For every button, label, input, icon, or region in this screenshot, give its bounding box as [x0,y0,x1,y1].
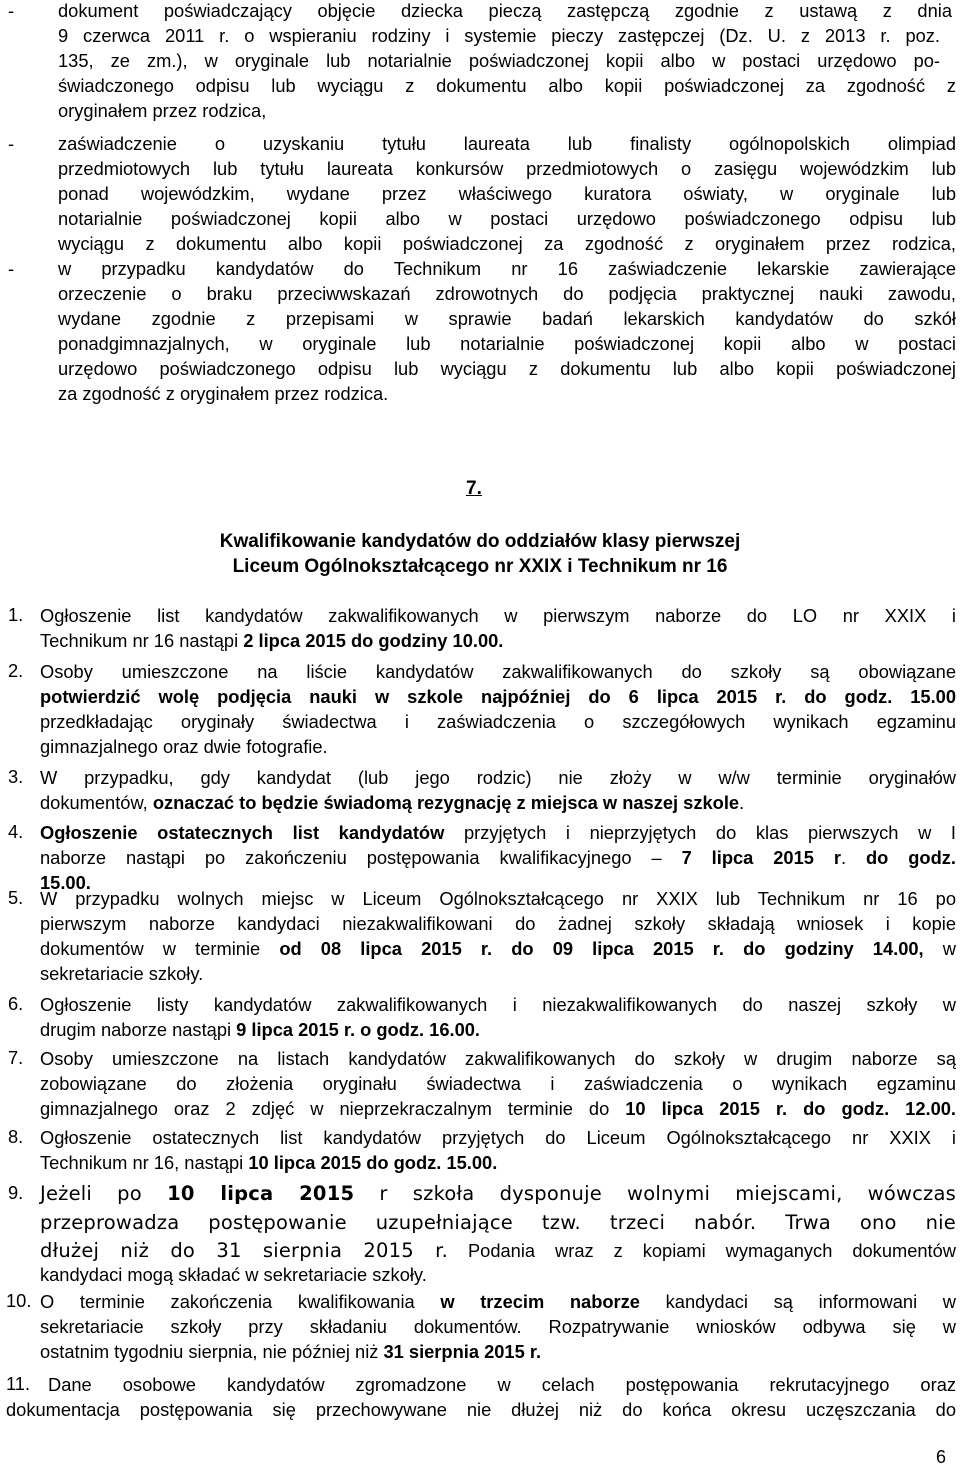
text-line: Osoby umieszczone na listach kandydatów zakwalifikowanych do szkoły w drugim naborze są [40,1048,956,1069]
text-line: pierwszym naborze kandydaci niezakwalifikowani do żadnej szkoły składają wniosek i kopie [40,913,956,934]
bold-date: 7 lipca 2015 r [681,847,841,868]
text-span: . [739,792,745,813]
bold-date: 10 lipca 2015 do godz. 15.00. [248,1152,498,1173]
text-line [40,938,956,960]
bold-date: 10 lipca 2015 r. do godz. 12.00. [625,1098,956,1119]
text-line [40,1341,541,1363]
text-line: w przypadku kandydatów do Technikum nr 16 zaświadczenie lekarskie zawierające [58,258,956,279]
text-span: naborze nastąpi po zakończeniu postępowania kwalifikacyjnego – [40,847,682,868]
bold-date: 9 lipca 2015 r. o godz. 16.00. [236,1019,481,1040]
item-number: 9. [8,1182,24,1203]
text-line: przedkładając oryginały świadectwa i zaświadczenia o szczegółowych wynikach egzaminu [40,711,956,732]
text-line: wyciągu z dokumentu albo kopii poświadczonej za zgodność z oryginałem przez rodzica, [58,233,956,254]
section-title-line-1: Kwalifikowanie kandydatów do oddziałów klasy pierwszej [219,531,741,552]
bold-text: do godz. [865,847,956,868]
bold-date: 31 sierpnia 2015 r. [383,1341,542,1362]
text-line [40,1019,480,1041]
bullet-dash: - [8,133,15,154]
bullet-dash: - [8,0,15,21]
text-span: kandydaci są informowani w [639,1291,956,1312]
text-line: 135, ze zm.), w oryginale lub notarialnie poświadczonej kopii albo w postaci urzędowo po- [58,50,940,71]
text-line [40,1181,956,1207]
text-line: świadczonego odpisu lub wyciągu z dokumentu albo kopii poświadczonej za zgodność z [58,75,956,96]
page-number: 6 [935,1447,946,1467]
text-span: Jeżeli po [40,1182,168,1205]
item-number: 2. [8,660,24,681]
item-number: 3. [8,766,24,787]
item-number: 1. [8,604,24,625]
text-line: ponad wojewódzkim, wydane przez właściwego kuratora oświaty, w oryginale lub [58,183,956,204]
text-span: O terminie zakończenia kwalifikowania [40,1291,441,1312]
text-line [40,847,956,869]
text-span: Podania wraz z kopiami wymaganych dokumentów [447,1240,956,1261]
text-line: urzędowo poświadczonego odpisu lub wyciągu z dokumentu lub albo kopii poświadczonej [58,358,956,379]
section-number [466,478,482,500]
item-number: 11. [6,1373,31,1394]
text-line: orzeczenie o braku przeciwwskazań zdrowotnych do podjęcia praktycznej nauki zawodu, [58,283,956,304]
text-line: zobowiązane do złożenia oryginału świadectwa i zaświadczenia o wynikach egzaminu [40,1073,956,1094]
text-line: 9 czerwca 2011 r. o wspieraniu rodziny i systemie pieczy zastępczej (Dz. U. z 2013 r. poz. [58,25,940,46]
text-line: gimnazjalnego oraz dwie fotografie. [40,736,328,757]
text-line: sekretariacie szkoły przy składaniu dokumentów. Rozpatrywanie wniosków odbywa się w [40,1316,956,1337]
text-span: ostatnim tygodniu sierpnia, nie później niż [40,1341,384,1362]
text-line: za zgodność z oryginałem przez rodzica. [58,383,389,404]
bold-text: Ogłoszenie ostatecznych list kandydatów [40,822,445,843]
text-span: Technikum nr 16, nastąpi [40,1152,249,1173]
text-line: Ogłoszenie listy kandydatów zakwalifikowanych i niezakwalifikowanych do naszej szkoły w [40,994,956,1015]
bold-date: 10 lipca 2015 [167,1182,355,1205]
bold-date: od 08 lipca 2015 r. do 09 lipca 2015 r. do godziny 14.00, [279,938,924,959]
item-number: 8. [8,1126,24,1147]
text-line [40,822,956,844]
text-span: dłużej niż do 31 sierpnia 2015 r. [40,1239,448,1262]
text-line: wydane zgodnie z przepisami w sprawie badań lekarskich kandydatów do szkół [58,308,956,329]
section-title-line-2: Liceum Ogólnokształcącego nr XXIX i Technikum nr 16 [232,556,728,577]
text-line-bold: 15.00. [40,872,91,893]
text-line: Ogłoszenie ostatecznych list kandydatów przyjętych do Liceum Ogólnokształcącego nr XXIX i [40,1127,956,1148]
item-number: 7. [8,1047,24,1068]
text-span: dokumentów, [40,792,153,813]
text-line: kandydaci mogą składać w sekretariacie szkoły. [40,1264,427,1285]
text-line: oryginałem przez rodzica, [58,100,267,121]
text-line: W przypadku wolnych miejsc w Liceum Ogólnokształcącego nr XXIX lub Technikum nr 16 po [40,888,956,909]
text-line [40,1238,956,1264]
text-span: r szkoła dysponuje wolnymi miejscami, wówczas [354,1182,956,1205]
text-span: w [923,938,956,959]
item-number: 10. [6,1290,32,1311]
text-line: sekretariacie szkoły. [40,963,204,984]
text-span: dokumentów w terminie [40,938,280,959]
bold-date: 2 lipca 2015 do godziny 10.00. [243,630,504,651]
text-line [40,1152,497,1174]
item-number: 6. [8,993,24,1014]
text-line [40,630,503,652]
text-line: przedmiotowych lub tytułu laureata konkursów przedmiotowych o zasięgu wojewódzkim lub [58,158,956,179]
text-line [40,792,744,814]
bold-text: oznaczać to będzie świadomą rezygnację z miejsca w naszej szkole [152,792,740,813]
section-number-text: 7. [466,478,482,499]
bullet-dash: - [8,258,15,279]
text-line: Ogłoszenie list kandydatów zakwalifikowanych w pierwszym naborze do LO nr XXIX i [40,605,956,626]
text-line: przeprowadza postępowanie uzupełniające tzw. trzeci nabór. Trwa ono nie [40,1211,956,1234]
text-span: . [840,847,866,868]
bold-text: w trzecim naborze [440,1291,640,1312]
item-number: 5. [8,887,24,908]
text-span: Technikum nr 16 nastąpi [40,630,244,651]
text-line [40,1291,956,1313]
text-line: notarialnie poświadczonej kopii albo w postaci urzędowo poświadczonego odpisu lub [58,208,956,229]
item-number: 4. [8,821,24,842]
text-line: Osoby umieszczone na liście kandydatów zakwalifikowanych do szkoły są obowiązane [40,661,956,682]
text-line: zaświadczenie o uzyskaniu tytułu laureata lub finalisty ogólnopolskich olimpiad [58,133,956,154]
text-span: przyjętych i nieprzyjętych do klas pierwszych w I [444,822,956,843]
text-span: gimnazjalnego oraz 2 zdjęć w nieprzekraczalnym terminie do [40,1098,626,1119]
text-line: dokumentacja postępowania się przechowywane nie dłużej niż do końca okresu uczęszczania do [6,1399,956,1420]
text-line: W przypadku, gdy kandydat (lub jego rodzic) nie złoży w w/w terminie oryginałów [40,767,956,788]
text-line-bold: potwierdzić wolę podjęcia nauki w szkole najpóźniej do 6 lipca 2015 r. do godz. 15.00 [40,686,956,707]
text-line: dokument poświadczający objęcie dziecka pieczą zastępczą zgodnie z ustawą z dnia [58,0,952,21]
text-line [40,1098,956,1120]
text-line: ponadgimnazjalnych, w oryginale lub notarialnie poświadczonej kopii albo w postaci [58,333,956,354]
text-line: Dane osobowe kandydatów zgromadzone w celach postępowania rekrutacyjnego oraz [48,1374,956,1395]
text-span: drugim naborze nastąpi [40,1019,237,1040]
